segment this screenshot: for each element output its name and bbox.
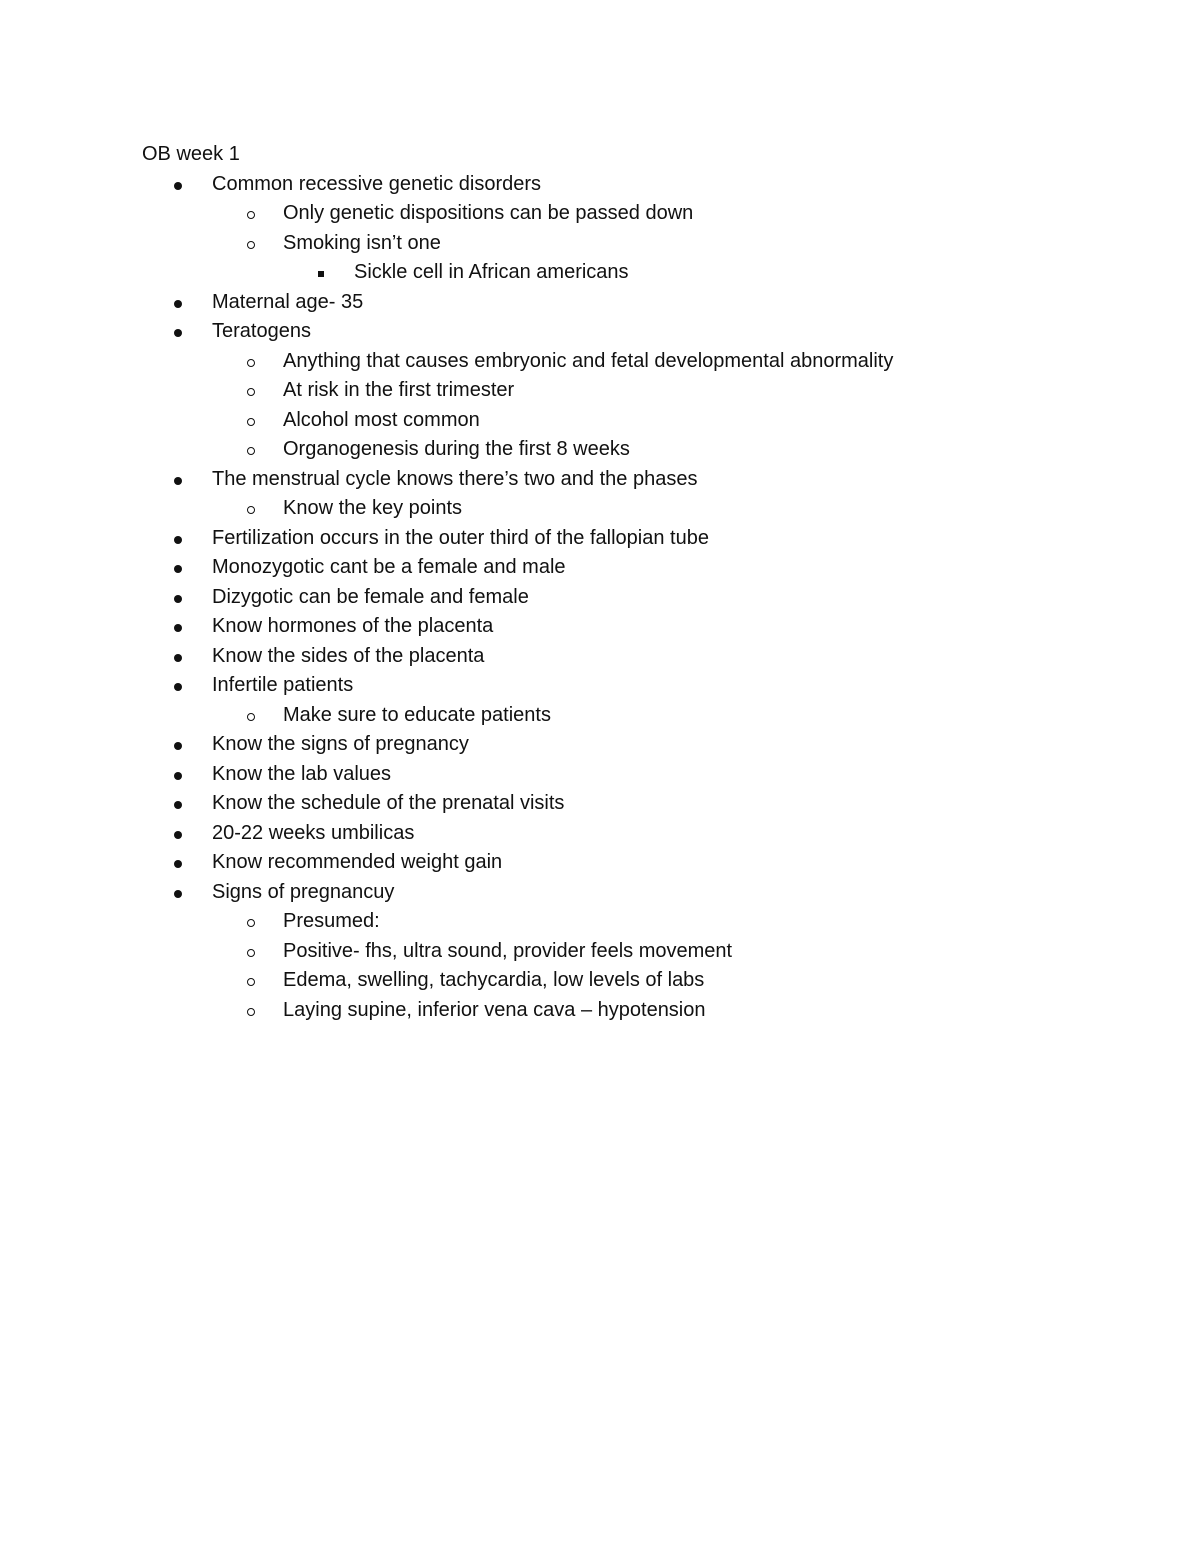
list-item-text: Know the key points	[283, 497, 462, 519]
document-title: OB week 1	[142, 143, 240, 165]
list-item	[142, 258, 1042, 288]
list-item	[142, 730, 1042, 760]
list-item-text: Only genetic dispositions can be passed down	[283, 202, 694, 224]
list-item-text: At risk in the first trimester	[283, 379, 515, 401]
list-item	[142, 583, 1042, 613]
list-item-text: Know the lab values	[212, 762, 392, 785]
list-item	[142, 494, 1042, 524]
list-item	[142, 878, 1042, 908]
list-item-text: Monozygotic cant be a female and male	[212, 556, 566, 578]
list-item	[142, 288, 1042, 318]
list-item	[142, 789, 1042, 819]
list-item-text: Signs of pregnancuy	[212, 880, 395, 903]
list-item	[142, 642, 1042, 672]
list-item-text: Know recommended weight gain	[212, 851, 503, 873]
list-item-text: Organogenesis during the first 8 weeks	[283, 438, 630, 460]
list-item-text: Anything that causes embryonic and fetal developmental abnormality	[283, 349, 894, 372]
list-item-text: Know the schedule of the prenatal visits	[212, 792, 565, 814]
list-item-text: Presumed:	[283, 910, 380, 932]
list-item-text: Alcohol most common	[283, 408, 480, 431]
list-item	[142, 612, 1042, 642]
list-item	[142, 524, 1042, 554]
list-item-text: Maternal age- 35	[212, 290, 364, 313]
list-item	[142, 199, 1042, 229]
list-item-text: Know the signs of pregnancy	[212, 733, 469, 755]
list-item-text: The menstrual cycle knows there’s two and the phases	[212, 467, 698, 490]
list-item	[142, 848, 1042, 878]
list-item-text: Infertile patients	[212, 674, 354, 696]
list-item	[142, 760, 1042, 790]
list-item-text: Edema, swelling, tachycardia, low levels of labs	[283, 969, 705, 991]
list-item	[142, 671, 1042, 701]
list-item	[142, 937, 1042, 967]
list-item-text: Teratogens	[212, 320, 311, 342]
list-item	[142, 435, 1042, 465]
list-item-text: Common recessive genetic disorders	[212, 172, 542, 195]
list-item	[142, 317, 1042, 347]
list-item	[142, 553, 1042, 583]
bullet-list	[142, 170, 1042, 1026]
document-body	[142, 140, 1042, 1025]
list-item	[142, 996, 1042, 1026]
list-item	[142, 406, 1042, 436]
list-item	[142, 907, 1042, 937]
list-item	[142, 347, 1042, 377]
list-item-text: Laying supine, inferior vena cava – hypotension	[283, 998, 706, 1021]
list-item	[142, 966, 1042, 996]
list-item-text: Dizygotic can be female and female	[212, 585, 529, 608]
list-item-text: Smoking isn’t one	[283, 231, 441, 254]
list-item	[142, 376, 1042, 406]
list-item-text: Sickle cell in African americans	[354, 261, 629, 283]
list-item-text: Fertilization occurs in the outer third of the fallopian tube	[212, 526, 709, 549]
list-item	[142, 170, 1042, 200]
list-item	[142, 229, 1042, 259]
list-item-text: Know the sides of the placenta	[212, 644, 485, 667]
list-item-text: Make sure to educate patients	[283, 703, 551, 726]
list-item-text: 20-22 weeks umbilicas	[212, 821, 415, 844]
list-item-text: Positive- fhs, ultra sound, provider feels movement	[283, 939, 733, 962]
list-item-text: Know hormones of the placenta	[212, 615, 494, 637]
list-item	[142, 819, 1042, 849]
list-item	[142, 465, 1042, 495]
list-item	[142, 701, 1042, 731]
